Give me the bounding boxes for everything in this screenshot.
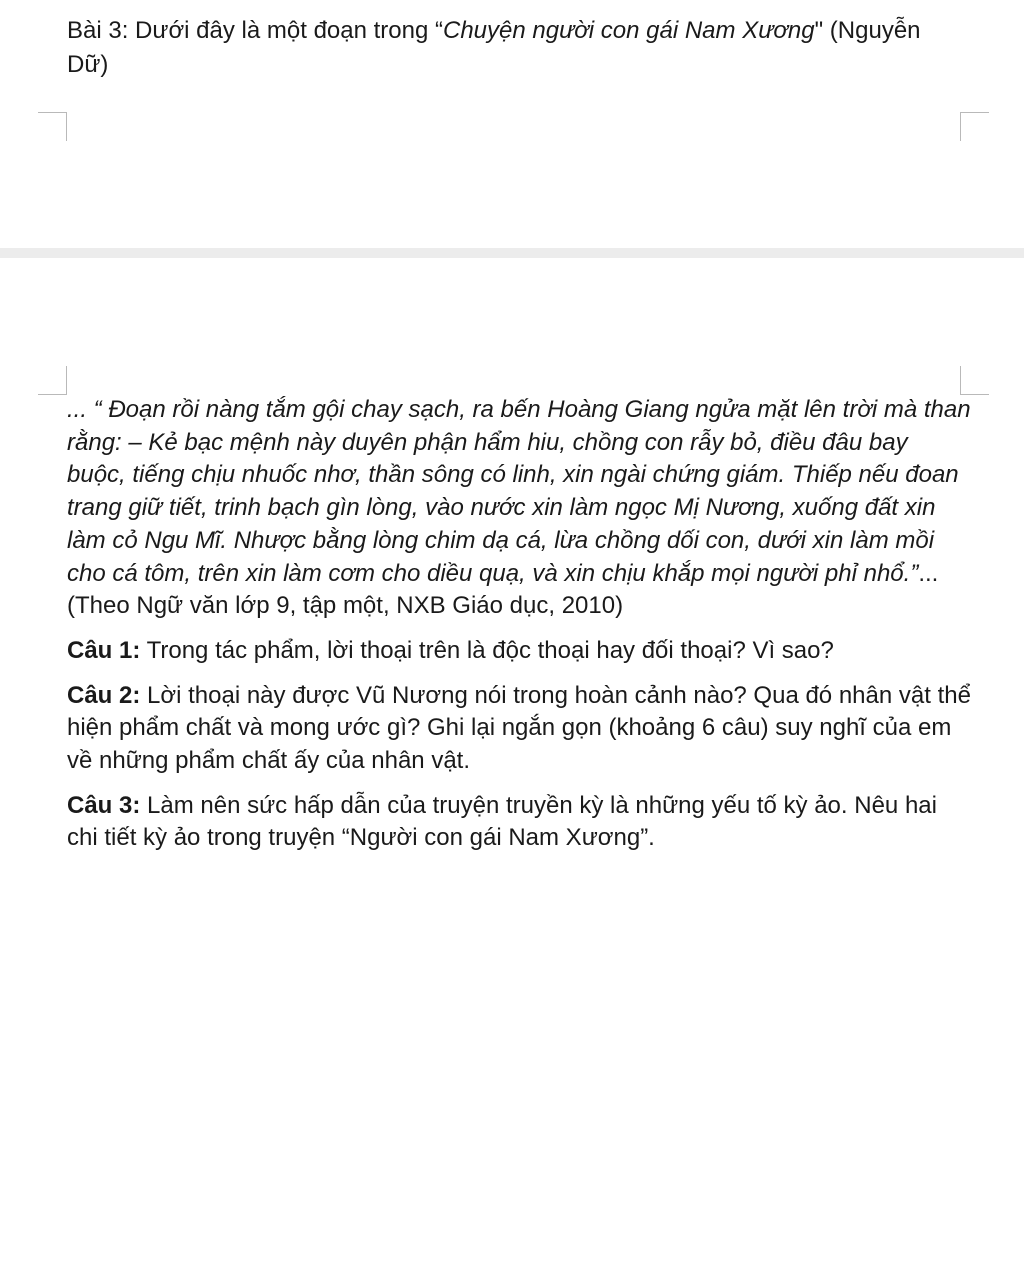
document-page-1 xyxy=(0,0,1024,248)
question-3-label: Câu 3: xyxy=(67,791,141,819)
page-corner-mark-top-right xyxy=(960,366,989,395)
exercise-heading xyxy=(67,14,967,82)
heading-prefix: Bài 3: Dưới đây là một đoạn trong “ xyxy=(67,17,443,44)
question-3-text: Làm nên sức hấp dẫn của truyện truyền kỳ là những yếu tố kỳ ảo. Nêu hai chi tiết kỳ ảo trong truyện “Người con gái Nam Xương”. xyxy=(67,791,937,852)
question-1-label: Câu 1: xyxy=(67,636,141,664)
heading-suffix: " (Nguyễn Dữ) xyxy=(67,17,921,78)
passage-quote: ... “ Đoạn rồi nàng tắm gội chay sạch, ra bến Hoàng Giang ngửa mặt lên trời mà than rằng: – Kẻ bạc mệnh này duyên phận hẩm hiu, chồng con rẫy bỏ, điều đâu bay buộc, tiếng chịu nhuốc nhơ, thần sông có linh, xin ngài chứng giám. Thiếp nếu đoan trang giữ tiết, trinh bạch gìn lòng, vào nước xin làm ngọc Mị Nương, xuống đất xin làm cỏ Ngu Mĩ. Nhược bằng lòng chim dạ cá, lừa chồng dối con, dưới xin làm mồi cho cá tôm, trên xin làm cơm cho diều quạ, và xin chịu khắp mọi người phỉ nhổ.” xyxy=(67,396,971,587)
page-corner-mark-top-left xyxy=(38,366,67,395)
page-separator xyxy=(0,248,1024,258)
question-1 xyxy=(67,635,972,668)
passage-source: ...(Theo Ngữ văn lớp 9, tập một, NXB Giáo dục, 2010) xyxy=(67,559,939,620)
question-2-text: Lời thoại này được Vũ Nương nói trong hoàn cảnh nào? Qua đó nhân vật thể hiện phẩm chất và mong ước gì? Ghi lại ngắn gọn (khoảng 6 câu) suy nghĩ của em về những phẩm chất ấy của nhân vật. xyxy=(67,681,971,775)
passage-paragraph xyxy=(67,394,972,623)
heading-work-title: Chuyện người con gái Nam Xương xyxy=(442,17,815,44)
exercise-content xyxy=(67,394,972,855)
question-1-text: Trong tác phẩm, lời thoại trên là độc thoại hay đối thoại? Vì sao? xyxy=(140,636,834,664)
question-2-label: Câu 2: xyxy=(67,681,141,709)
page-corner-mark-bottom-left xyxy=(38,112,67,141)
page-corner-mark-bottom-right xyxy=(960,112,989,141)
question-3 xyxy=(67,790,972,855)
question-2 xyxy=(67,680,972,778)
